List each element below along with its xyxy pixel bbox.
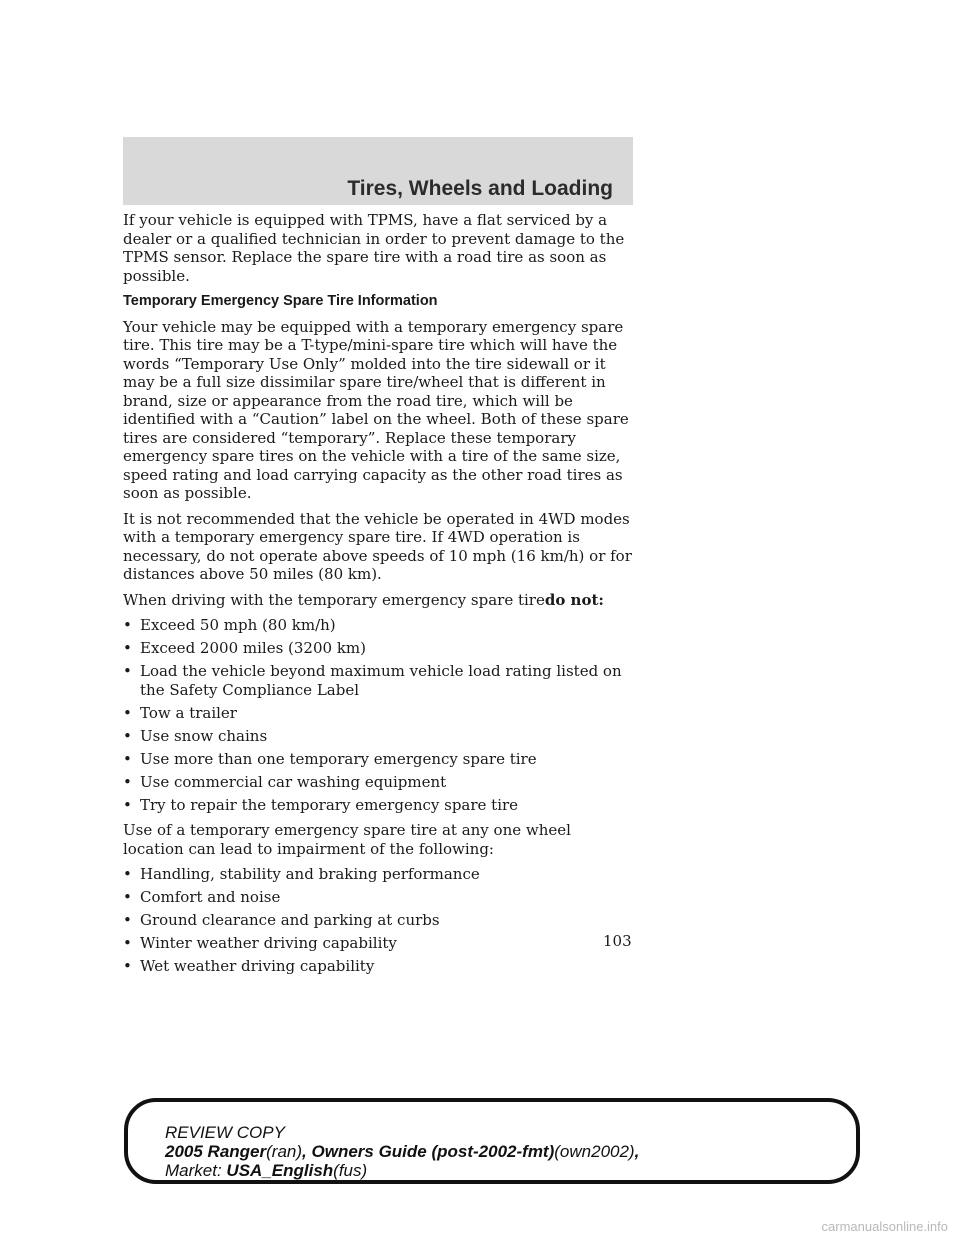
paragraph-spare-tire: Your vehicle may be equipped with a temporary emergency spare tire. This tire may be a T-type/mini-spare tire which will have the words “Temporary Use Only” molded into the tire sidewall or it may be a full size dissimilar spare tire/wheel that is different in brand, size or appearance from the road tire, which will be identified with a “Caution” label on the wheel. Both of these spare tires are considered “temporary”. Replace these temporary emergency spare tires on the vehicle with a tire of the same size, speed rating and load carrying capacity as the other road tires as soon as possible. — [123, 317, 629, 502]
review-separator: , — [634, 1142, 640, 1161]
watermark: carmanualsonline.info — [821, 1219, 948, 1234]
review-separator: , — [302, 1142, 307, 1161]
list-item-text: Use snow chains — [140, 726, 268, 745]
bullet-icon: • — [123, 865, 132, 883]
list-item-text: Exceed 50 mph (80 km/h) — [140, 616, 336, 634]
list-item — [123, 750, 633, 769]
list-item — [123, 704, 633, 723]
page-number: 103 — [603, 932, 632, 950]
bullet-icon: • — [123, 888, 132, 906]
list-item-text: Winter weather driving capability — [140, 934, 397, 952]
review-market: USA_English — [226, 1161, 334, 1180]
list-item-text: Wet weather driving capability — [140, 957, 375, 975]
paragraph-driving-intro — [123, 591, 633, 610]
bullet-icon: • — [123, 703, 132, 722]
review-market-code: (fus) — [333, 1161, 368, 1180]
list-item — [123, 934, 633, 953]
impairment-list — [123, 865, 633, 976]
paragraph-4wd: It is not recommended that the vehicle be operated in 4WD modes with a temporary emergency spare tire. If 4WD operation is necessary, do not operate above speeds of 10 mph (16 km/h) or for distances above 50 miles (80 km). — [123, 509, 632, 583]
list-item — [123, 727, 633, 746]
list-item — [123, 639, 633, 658]
list-item — [123, 865, 633, 884]
bullet-icon: • — [123, 726, 132, 745]
review-copy-text — [165, 1123, 639, 1180]
review-model: 2005 Ranger — [165, 1142, 267, 1161]
bullet-icon: • — [123, 662, 132, 680]
review-market-label: Market: — [165, 1161, 222, 1180]
list-item-text: Tow a trailer — [140, 703, 237, 722]
section-title: Tires, Wheels and Loading — [347, 177, 613, 200]
list-item-text: Try to repair the temporary emergency spare tire — [140, 795, 519, 814]
bullet-icon: • — [123, 934, 132, 952]
page-content — [123, 211, 633, 983]
bullet-icon: • — [123, 911, 132, 929]
paragraph-tpms: If your vehicle is equipped with TPMS, have a flat serviced by a dealer or a qualified technician in order to prevent damage to the TPMS sensor. Replace the spare tire with a road tire as soon as possible. — [123, 211, 625, 285]
section-header-band — [123, 137, 633, 205]
bullet-icon: • — [123, 616, 132, 634]
list-item-text: Load the vehicle beyond maximum vehicle load rating listed on the Safety Compliance Label — [140, 662, 622, 699]
list-item-text: Comfort and noise — [140, 888, 281, 906]
bullet-icon: • — [123, 957, 132, 975]
bullet-icon: • — [123, 639, 132, 657]
do-not-list — [123, 616, 633, 814]
bullet-icon: • — [123, 772, 132, 791]
list-item-text: Use commercial car washing equipment — [140, 772, 447, 791]
paragraph-impairment-intro: Use of a temporary emergency spare tire at any one wheel location can lead to impairment of the following: — [123, 821, 571, 858]
list-item — [123, 911, 633, 930]
review-copy-label: REVIEW COPY — [165, 1123, 285, 1142]
bullet-icon: • — [123, 795, 132, 814]
review-guide: Owners Guide (post-2002-fmt) — [311, 1142, 555, 1161]
list-item — [123, 957, 633, 976]
bullet-icon: • — [123, 749, 132, 768]
list-item — [123, 662, 633, 699]
driving-intro-bold: do not: — [544, 590, 604, 609]
review-guide-code: (own2002) — [554, 1142, 635, 1161]
subheading-spare-tire: Temporary Emergency Spare Tire Information — [123, 293, 438, 309]
list-item — [123, 616, 633, 635]
review-copy-model-line — [165, 1142, 639, 1161]
driving-intro-text: When driving with the temporary emergency spare tire — [123, 590, 545, 609]
list-item-text: Ground clearance and parking at curbs — [140, 911, 440, 929]
list-item-text: Exceed 2000 miles (3200 km) — [140, 639, 366, 657]
review-model-code: (ran) — [266, 1142, 303, 1161]
list-item-text: Use more than one temporary emergency spare tire — [140, 749, 537, 768]
list-item — [123, 773, 633, 792]
list-item — [123, 888, 633, 907]
list-item-text: Handling, stability and braking performance — [140, 865, 480, 883]
list-item — [123, 796, 633, 815]
review-copy-market-line — [165, 1161, 639, 1180]
